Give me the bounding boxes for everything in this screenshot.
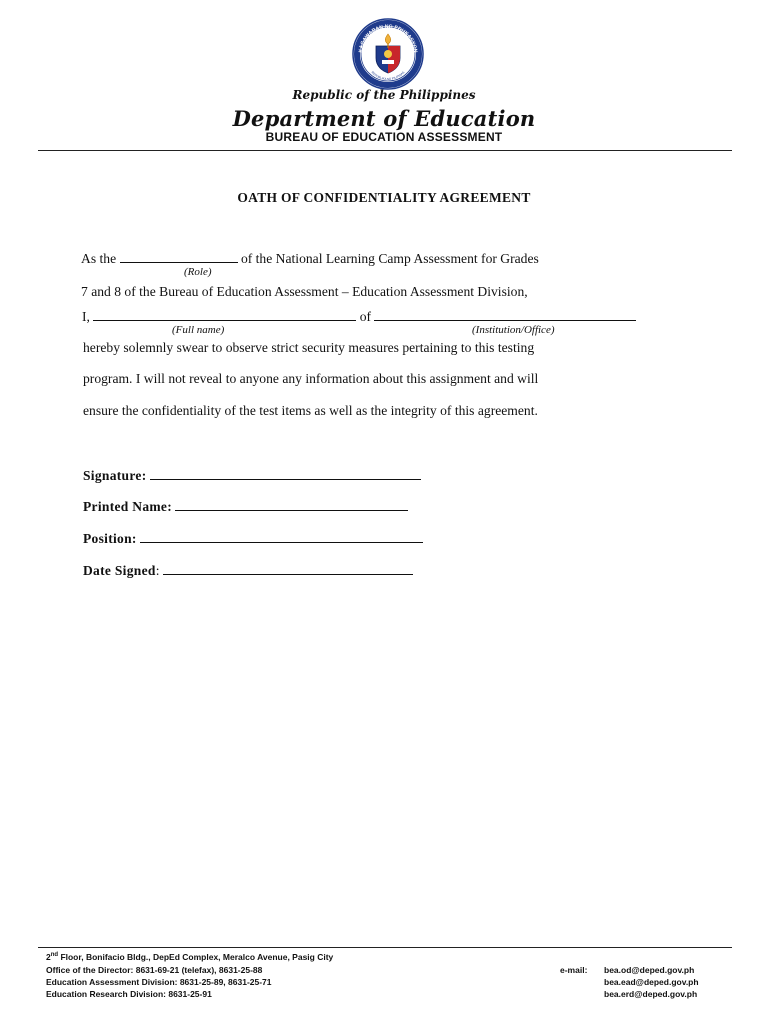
footer-address (46, 952, 333, 962)
position-field (83, 531, 423, 547)
body-line-6: ensure the confidentiality of the test items as well as the integrity of this agreement. (83, 403, 538, 418)
bureau-name: BUREAU OF EDUCATION ASSESSMENT (265, 130, 503, 144)
printed-name-line[interactable] (175, 499, 408, 511)
institution-hint: (Institution/Office) (472, 324, 555, 336)
footer-director-phone: Office of the Director: 8631-69-21 (telefax), 8631-25-88 (46, 965, 263, 975)
footer-email-od[interactable]: bea.od@deped.gov.ph (604, 965, 695, 975)
deped-seal-icon (352, 18, 424, 90)
body-line-1-start: As the (81, 251, 117, 266)
svg-text:REPUBLIKA NG PILIPINAS: REPUBLIKA NG PILIPINAS (370, 70, 406, 82)
footer-ead-phone: Education Assessment Division: 8631-25-89, 8631-25-71 (46, 977, 272, 987)
footer-erd-phone: Education Research Division: 8631-25-91 (46, 989, 212, 999)
signature-field (83, 468, 421, 484)
signature-line[interactable] (150, 468, 421, 480)
date-signed-field (83, 563, 413, 579)
header-divider (38, 150, 732, 151)
full-name-hint: (Full name) (172, 324, 225, 336)
footer-divider (38, 947, 732, 948)
body-line-3-start: I, (82, 309, 90, 324)
body-line-3-of: of (359, 309, 372, 324)
republic-line: Republic of the Philippines (292, 88, 476, 102)
body-line-2: 7 and 8 of the Bureau of Education Assessment – Education Assessment Division, (81, 284, 528, 299)
position-line[interactable] (140, 531, 423, 543)
printed-name-field (83, 499, 408, 515)
date-signed-line[interactable] (163, 563, 413, 575)
body-line-4: hereby solemnly swear to observe strict security measures pertaining to this testing (83, 340, 535, 355)
footer-address-sup: nd (50, 952, 59, 959)
svg-text:KAGAWARAN NG EDUKASYON: KAGAWARAN NG EDUKASYON (357, 23, 419, 54)
full-name-blank[interactable] (93, 309, 356, 321)
institution-blank[interactable] (374, 309, 636, 321)
footer-email-ead[interactable]: bea.ead@deped.gov.ph (604, 977, 699, 987)
position-label: Position: (83, 531, 137, 546)
printed-name-label: Printed Name: (83, 499, 172, 514)
department-name: Department of Education (232, 106, 536, 131)
role-hint: (Role) (184, 266, 212, 278)
body-line-5: program. I will not reveal to anyone any information about this assignment and will (83, 371, 539, 386)
document-title: OATH OF CONFIDENTIALITY AGREEMENT (237, 190, 531, 205)
footer-address-rest: Floor, Bonifacio Bldg., DepEd Complex, Meralco Avenue, Pasig City (58, 952, 334, 962)
role-blank[interactable] (120, 251, 238, 263)
signature-label: Signature: (83, 468, 147, 483)
body-line-1-end: of the National Learning Camp Assessment for Grades (240, 251, 539, 266)
date-signed-label: Date Signed (83, 563, 156, 578)
footer-email-erd[interactable]: bea.erd@deped.gov.ph (604, 989, 698, 999)
footer-address-floor: 2 (46, 952, 51, 962)
body-line-1 (81, 251, 539, 267)
date-signed-colon: : (155, 563, 160, 578)
footer-email-label: e-mail: (560, 965, 588, 975)
body-line-3 (82, 309, 636, 325)
